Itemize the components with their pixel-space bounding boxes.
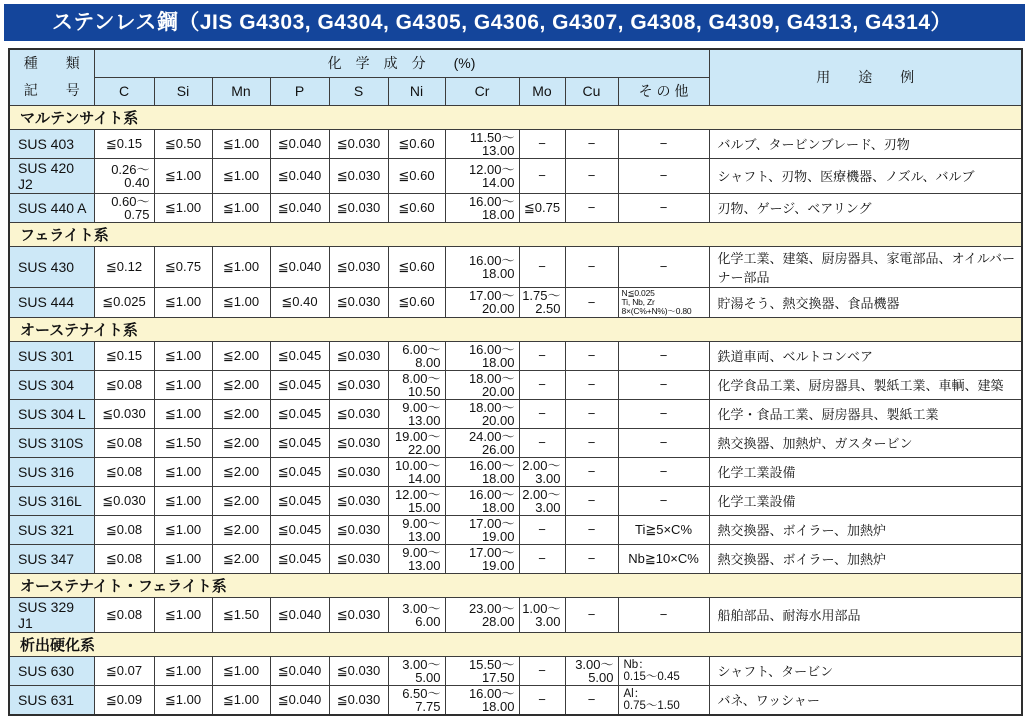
table-row (9, 515, 1022, 544)
chem-cell-c: ≦0.12 (94, 246, 154, 287)
chem-cell-ni: 9.00～ 13.00 (388, 399, 445, 428)
code-cell: SUS 403 (9, 129, 94, 158)
chem-cell-ni: ≦0.60 (388, 158, 445, 193)
chem-cell-p: ≦0.040 (270, 656, 329, 685)
chem-cell-p: ≦0.040 (270, 129, 329, 158)
chem-cell-cr: 24.00～ 26.00 (445, 428, 519, 457)
chem-cell-c: 0.26～ 0.40 (94, 158, 154, 193)
stainless-steel-table (8, 48, 1023, 716)
chem-cell-cr: 16.00～ 18.00 (445, 457, 519, 486)
chem-cell-cu: − (565, 158, 618, 193)
chem-cell-ni: 8.00～ 10.50 (388, 370, 445, 399)
chem-cell-mo: − (519, 544, 565, 573)
chem-cell-ni: 6.50～ 7.75 (388, 685, 445, 715)
table-row (9, 685, 1022, 715)
chem-cell-mo: − (519, 246, 565, 287)
chem-cell-p: ≦0.045 (270, 341, 329, 370)
chem-cell-mn: ≦1.50 (212, 597, 270, 632)
usage-cell: 貯湯そう、熱交換器、食品機器 (709, 287, 1022, 317)
chem-cell-s: ≦0.030 (329, 341, 388, 370)
chem-cell-c: ≦0.08 (94, 457, 154, 486)
chem-cell-si: ≦1.00 (154, 399, 212, 428)
chem-cell-c: ≦0.08 (94, 544, 154, 573)
chem-cell-s: ≦0.030 (329, 287, 388, 317)
chem-cell-mn: ≦2.00 (212, 544, 270, 573)
chem-cell-cr: 17.00～ 19.00 (445, 544, 519, 573)
section-label: フェライト系 (9, 222, 1022, 246)
chem-cell-s: ≦0.030 (329, 399, 388, 428)
chem-cell-other: − (618, 457, 709, 486)
chem-cell-cu: − (565, 341, 618, 370)
chem-cell-p: ≦0.40 (270, 287, 329, 317)
chem-cell-c: ≦0.09 (94, 685, 154, 715)
chem-cell-s: ≦0.030 (329, 685, 388, 715)
chem-cell-mo: − (519, 399, 565, 428)
chem-cell-cr: 23.00～ 28.00 (445, 597, 519, 632)
table-row (9, 486, 1022, 515)
section-label: オーステナイト系 (9, 317, 1022, 341)
chem-cell-cu: − (565, 486, 618, 515)
chem-cell-si: ≦1.00 (154, 515, 212, 544)
code-cell: SUS 316 (9, 457, 94, 486)
chem-cell-p: ≦0.045 (270, 544, 329, 573)
chem-cell-p: ≦0.045 (270, 428, 329, 457)
table-row (9, 597, 1022, 632)
section-row (9, 222, 1022, 246)
chem-cell-ni: 9.00～ 13.00 (388, 544, 445, 573)
code-cell: SUS 440 A (9, 193, 94, 222)
code-cell: SUS 420 J2 (9, 158, 94, 193)
chem-cell-cr: 18.00～ 20.00 (445, 370, 519, 399)
chem-cell-cr: 11.50～ 13.00 (445, 129, 519, 158)
table-row (9, 457, 1022, 486)
chem-cell-ni: 10.00～ 14.00 (388, 457, 445, 486)
chem-cell-p: ≦0.040 (270, 597, 329, 632)
header-element-cu: Cu (565, 77, 618, 105)
chem-cell-cu: − (565, 370, 618, 399)
chem-cell-other: − (618, 370, 709, 399)
usage-cell: 鉄道車両、ベルトコンベア (709, 341, 1022, 370)
chem-cell-s: ≦0.030 (329, 428, 388, 457)
usage-cell: 化学工業、建築、厨房器具、家電部品、オイルバーナー部品 (709, 246, 1022, 287)
code-cell: SUS 347 (9, 544, 94, 573)
header-element-si: Si (154, 77, 212, 105)
table-header (9, 49, 1022, 105)
chem-cell-mn: ≦1.00 (212, 287, 270, 317)
table-row (9, 399, 1022, 428)
table-row (9, 287, 1022, 317)
chem-cell-si: ≦1.00 (154, 544, 212, 573)
chem-cell-si: ≦1.00 (154, 486, 212, 515)
chem-cell-other: N≦0.025 Ti, Nb, Zr 8×(C%+N%)～0.80 (618, 287, 709, 317)
chem-cell-p: ≦0.045 (270, 457, 329, 486)
code-cell: SUS 329 J1 (9, 597, 94, 632)
usage-cell: 熱交換器、ボイラー、加熱炉 (709, 515, 1022, 544)
code-cell: SUS 631 (9, 685, 94, 715)
chem-cell-mn: ≦1.00 (212, 158, 270, 193)
chem-cell-c: ≦0.08 (94, 370, 154, 399)
chem-cell-s: ≦0.030 (329, 129, 388, 158)
chem-cell-p: ≦0.045 (270, 399, 329, 428)
chem-cell-s: ≦0.030 (329, 193, 388, 222)
chem-cell-ni: 3.00～ 5.00 (388, 656, 445, 685)
chem-cell-mn: ≦1.00 (212, 246, 270, 287)
table-row (9, 428, 1022, 457)
chem-cell-cu: − (565, 246, 618, 287)
chem-cell-s: ≦0.030 (329, 370, 388, 399)
chem-cell-mn: ≦2.00 (212, 341, 270, 370)
chem-cell-p: ≦0.040 (270, 158, 329, 193)
chem-cell-other: Nb： 0.15～0.45 (618, 656, 709, 685)
chem-cell-other: − (618, 129, 709, 158)
chem-cell-mn: ≦2.00 (212, 515, 270, 544)
section-row (9, 632, 1022, 656)
chem-cell-other: − (618, 193, 709, 222)
chem-cell-si: ≦1.00 (154, 685, 212, 715)
chem-cell-cu: − (565, 129, 618, 158)
header-element-other: そ の 他 (618, 77, 709, 105)
table-row (9, 656, 1022, 685)
section-row (9, 573, 1022, 597)
chem-cell-other: Al： 0.75～1.50 (618, 685, 709, 715)
chem-cell-s: ≦0.030 (329, 515, 388, 544)
table-row (9, 544, 1022, 573)
chem-cell-cu: 3.00～ 5.00 (565, 656, 618, 685)
section-row (9, 317, 1022, 341)
chem-cell-mo: 1.75～ 2.50 (519, 287, 565, 317)
chem-cell-other: Nb≧10×C% (618, 544, 709, 573)
chem-cell-cr: 16.00～ 18.00 (445, 193, 519, 222)
code-cell: SUS 301 (9, 341, 94, 370)
chem-cell-other: − (618, 597, 709, 632)
table-row (9, 193, 1022, 222)
chem-cell-s: ≦0.030 (329, 597, 388, 632)
chem-cell-other: − (618, 158, 709, 193)
usage-cell: 熱交換器、加熱炉、ガスタービン (709, 428, 1022, 457)
chem-cell-p: ≦0.040 (270, 246, 329, 287)
usage-cell: 刃物、ゲージ、ベアリング (709, 193, 1022, 222)
chem-cell-mo: ≦0.75 (519, 193, 565, 222)
chem-cell-c: ≦0.08 (94, 428, 154, 457)
chem-cell-mo: − (519, 129, 565, 158)
chem-cell-mo: − (519, 515, 565, 544)
chem-cell-si: ≦1.00 (154, 341, 212, 370)
table-row (9, 129, 1022, 158)
chem-cell-cr: 16.00～ 18.00 (445, 341, 519, 370)
chem-cell-mn: ≦1.00 (212, 193, 270, 222)
chem-cell-mo: 1.00～ 3.00 (519, 597, 565, 632)
chem-cell-cu: − (565, 597, 618, 632)
chem-cell-ni: ≦0.60 (388, 287, 445, 317)
chem-cell-c: ≦0.025 (94, 287, 154, 317)
chem-cell-si: ≦1.00 (154, 656, 212, 685)
chem-cell-s: ≦0.030 (329, 656, 388, 685)
chem-cell-cr: 12.00～ 14.00 (445, 158, 519, 193)
table-row (9, 246, 1022, 287)
chem-cell-mn: ≦2.00 (212, 457, 270, 486)
chem-cell-p: ≦0.045 (270, 515, 329, 544)
section-label: オーステナイト・フェライト系 (9, 573, 1022, 597)
code-cell: SUS 630 (9, 656, 94, 685)
table-row (9, 341, 1022, 370)
usage-cell: 熱交換器、ボイラー、加熱炉 (709, 544, 1022, 573)
chem-cell-si: ≦0.75 (154, 246, 212, 287)
chem-cell-cu: − (565, 685, 618, 715)
chem-cell-other: − (618, 399, 709, 428)
header-kind-top: 種 類 (23, 55, 80, 72)
chem-cell-cr: 16.00～ 18.00 (445, 486, 519, 515)
code-cell: SUS 304 L (9, 399, 94, 428)
chem-cell-mn: ≦2.00 (212, 486, 270, 515)
chem-cell-cr: 16.00～ 18.00 (445, 685, 519, 715)
code-cell: SUS 444 (9, 287, 94, 317)
usage-cell: シャフト、刃物、医療機器、ノズル、バルブ (709, 158, 1022, 193)
chem-cell-si: ≦1.00 (154, 370, 212, 399)
header-element-ni: Ni (388, 77, 445, 105)
chem-cell-cr: 17.00～ 19.00 (445, 515, 519, 544)
chem-cell-ni: 6.00～ 8.00 (388, 341, 445, 370)
chem-cell-p: ≦0.045 (270, 486, 329, 515)
chem-cell-cu: − (565, 399, 618, 428)
chem-cell-ni: 12.00～ 15.00 (388, 486, 445, 515)
table-body (9, 105, 1022, 715)
header-usage: 用 途 例 (709, 49, 1022, 105)
chem-cell-si: ≦1.00 (154, 457, 212, 486)
chem-cell-s: ≦0.030 (329, 457, 388, 486)
header-chem-group: 化 学 成 分 (%) (94, 49, 709, 77)
section-label: 析出硬化系 (9, 632, 1022, 656)
usage-cell: 化学・食品工業、厨房器具、製紙工業 (709, 399, 1022, 428)
header-kind-bottom: 記 号 (23, 82, 80, 99)
usage-cell: シャフト、タービン (709, 656, 1022, 685)
chem-cell-c: ≦0.030 (94, 486, 154, 515)
header-element-s: S (329, 77, 388, 105)
header-element-mo: Mo (519, 77, 565, 105)
chem-cell-mo: − (519, 370, 565, 399)
code-cell: SUS 316L (9, 486, 94, 515)
chem-cell-mn: ≦2.00 (212, 370, 270, 399)
chem-cell-c: ≦0.08 (94, 515, 154, 544)
chem-cell-mn: ≦1.00 (212, 656, 270, 685)
chem-cell-cu: − (565, 287, 618, 317)
chem-cell-mo: 2.00～ 3.00 (519, 486, 565, 515)
chem-cell-ni: ≦0.60 (388, 193, 445, 222)
chem-cell-mn: ≦1.00 (212, 129, 270, 158)
chem-cell-mo: − (519, 158, 565, 193)
table-row (9, 370, 1022, 399)
chem-cell-p: ≦0.045 (270, 370, 329, 399)
code-cell: SUS 321 (9, 515, 94, 544)
chem-cell-mn: ≦2.00 (212, 428, 270, 457)
chem-cell-other: Ti≧5×C% (618, 515, 709, 544)
chem-cell-ni: ≦0.60 (388, 129, 445, 158)
chem-cell-mo: − (519, 428, 565, 457)
code-cell: SUS 310S (9, 428, 94, 457)
chem-cell-cu: − (565, 457, 618, 486)
chem-cell-cu: − (565, 515, 618, 544)
chem-cell-cr: 16.00～ 18.00 (445, 246, 519, 287)
chem-cell-c: ≦0.07 (94, 656, 154, 685)
usage-cell: 化学工業設備 (709, 457, 1022, 486)
usage-cell: 船舶部品、耐海水用部品 (709, 597, 1022, 632)
table-row (9, 158, 1022, 193)
code-cell: SUS 430 (9, 246, 94, 287)
chem-cell-c: ≦0.15 (94, 129, 154, 158)
section-row (9, 105, 1022, 129)
chem-cell-c: ≦0.15 (94, 341, 154, 370)
chem-cell-si: ≦1.00 (154, 158, 212, 193)
chem-cell-si: ≦0.50 (154, 129, 212, 158)
chem-cell-mo: − (519, 685, 565, 715)
header-element-c: C (94, 77, 154, 105)
header-element-mn: Mn (212, 77, 270, 105)
usage-cell: 化学工業設備 (709, 486, 1022, 515)
chem-cell-s: ≦0.030 (329, 158, 388, 193)
chem-cell-p: ≦0.040 (270, 193, 329, 222)
header-kind-cell (9, 49, 94, 105)
code-cell: SUS 304 (9, 370, 94, 399)
chem-cell-p: ≦0.040 (270, 685, 329, 715)
chem-cell-cr: 18.00～ 20.00 (445, 399, 519, 428)
chem-cell-cr: 17.00～ 20.00 (445, 287, 519, 317)
section-label: マルテンサイト系 (9, 105, 1022, 129)
chem-cell-cr: 15.50～ 17.50 (445, 656, 519, 685)
chem-cell-c: ≦0.08 (94, 597, 154, 632)
chem-cell-s: ≦0.030 (329, 486, 388, 515)
chem-cell-cu: − (565, 428, 618, 457)
chem-cell-si: ≦1.00 (154, 597, 212, 632)
chem-cell-ni: 9.00～ 13.00 (388, 515, 445, 544)
chem-cell-si: ≦1.00 (154, 193, 212, 222)
chem-cell-s: ≦0.030 (329, 246, 388, 287)
chem-cell-other: − (618, 486, 709, 515)
header-element-cr: Cr (445, 77, 519, 105)
page-title: ステンレス鋼（JIS G4303, G4304, G4305, G4306, G4307, G4308, G4309, G4313, G4314） (4, 4, 1025, 41)
chem-cell-ni: ≦0.60 (388, 246, 445, 287)
header-element-p: P (270, 77, 329, 105)
chem-cell-c: 0.60～ 0.75 (94, 193, 154, 222)
chem-cell-other: − (618, 246, 709, 287)
chem-cell-cu: − (565, 193, 618, 222)
chem-cell-ni: 3.00～ 6.00 (388, 597, 445, 632)
chem-cell-mo: − (519, 341, 565, 370)
chem-cell-cu: − (565, 544, 618, 573)
chem-cell-other: − (618, 428, 709, 457)
chem-cell-si: ≦1.50 (154, 428, 212, 457)
chem-cell-ni: 19.00～ 22.00 (388, 428, 445, 457)
chem-cell-mn: ≦2.00 (212, 399, 270, 428)
chem-cell-s: ≦0.030 (329, 544, 388, 573)
usage-cell: バネ、ワッシャー (709, 685, 1022, 715)
chem-cell-other: − (618, 341, 709, 370)
usage-cell: バルブ、タービンブレード、刃物 (709, 129, 1022, 158)
chem-cell-mo: − (519, 656, 565, 685)
chem-cell-mo: 2.00～ 3.00 (519, 457, 565, 486)
chem-cell-c: ≦0.030 (94, 399, 154, 428)
usage-cell: 化学食品工業、厨房器具、製紙工業、車輌、建築 (709, 370, 1022, 399)
chem-cell-si: ≦1.00 (154, 287, 212, 317)
chem-cell-mn: ≦1.00 (212, 685, 270, 715)
